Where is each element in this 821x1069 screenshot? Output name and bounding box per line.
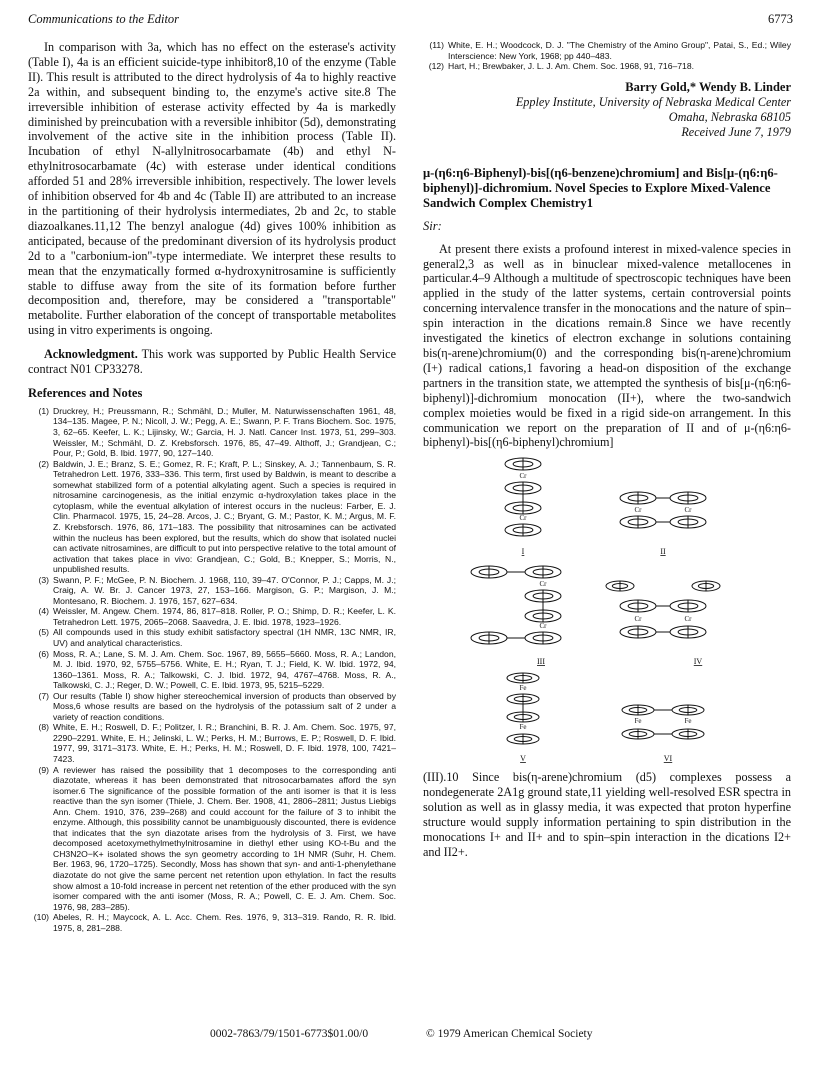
right-column: [423, 40, 791, 860]
affiliation: Eppley Institute, University of Nebraska Medical Center: [515, 94, 791, 109]
reference-number: (6): [38, 648, 49, 659]
structure-label: I: [521, 547, 525, 557]
chromium-label: Cr: [634, 615, 642, 624]
article-title: μ-(η6:η6-Biphenyl)-bis[(η6-benzene)chromium] and Bis[μ-(η6:η6-biphenyl)]-dichromium. Novel Species to Explore Mixed-Valence Sandwich Complex Chemistry1: [423, 165, 778, 210]
reference-item: [28, 912, 396, 933]
right-paragraph-1: At present there exists a profound interest in mixed-valence species in general2,3 as well as in binuclear mixed-valence metallocenes in particular.4–9 Although a multitude of spectroscopic techniques have been applied in the study of the latter systems, certain controversial points concerning intervalence transfer in the monocations and the nature of spin–spin interaction in the dications remain.8 Since we have recently investigated the kinetics of electron exchange in solutions containing bis(η-arene)chromium(0) and the corresponding bis(η-arene)chromium (I+) radical cations,1 favoring a head-on disposition of the exchange partners in the transition state, we attempted the synthesis of bis[μ-(η6:η6-biphenyl)]-dichromium monocation (II+), where the two-sandwich complex moieties would be fixed in a rigid side-on arrangement. In this communication we report on the preparation of II and of μ-(η6:η6-biphenyl)-bis[(η6-biphenyl)chromium]: [423, 241, 791, 450]
structure-label: VI: [663, 754, 673, 764]
reference-number: (9): [38, 764, 49, 775]
structure-label: IV: [693, 657, 703, 667]
references-list: [28, 406, 396, 933]
chromium-label: Cr: [519, 472, 527, 481]
chromium-label: Cr: [684, 506, 692, 515]
chromium-label: Cr: [539, 580, 547, 589]
reference-number: (10): [33, 912, 49, 923]
reference-text: Swann, P. F.; McGee, P. N. Biochem. J. 1968, 110, 39–47. O'Connor, P. J.; Capps, M. J.; Craig, A. W. Br. J. Cancer 1973, 27, 153–166. Margison, G. P.; Margison, J. M.; Montesano, R. Biochem. J. 1976, 157, 627–634.: [53, 574, 396, 606]
reference-item: [28, 459, 396, 575]
structure-label: V: [520, 754, 526, 764]
footer-copyright: © 1979 American Chemical Society: [426, 1028, 593, 1040]
reference-number: (12): [428, 61, 444, 72]
reference-item: [28, 649, 396, 691]
reference-text: A reviewer has raised the possibility that 1 decomposes to the corresponding anti diazotate, whereas it has been demonstrated that nitrosocarbamates afford the syn isomer.6 The significance of the possible formation of the anti isomer is that it is less reactive than the syn isomer (Thiele, J. Chem. Ber. 1908, 41, 2806–2811; Justus Liebigs Ann. Chem. 1910, 376, 239–268) and could account for the failure of 3 to inhibit the enzyme. Although, this possibility cannot be unambiguously discounted, there is evidence that indicates that the syn diazotate arises from the hydrolysis of 3. First, we have decomposed acetoxymethylmethylnitrosamine in diethyl ether using KO-t-Bu and the CH3N2O−K+ isolated shows the syn geometry according to 1H NMR (Suhr, H. Chem. Ber. 1963, 96, 1720–1725). Secondly, Moss has shown that syn- and anti-1-phenylethane diazotate do not give the same percent net retention upon ethylation. In fact the results show almost a 10-fold increase in percent net retention of the ether produced with the syn isomer compared with the anti isomer (Moss, R. A.; Powell, C. E. J. Am. Chem. Soc. 1976, 98, 283–285).: [53, 764, 396, 912]
authors: Barry Gold,* Wendy B. Linder: [625, 79, 791, 94]
salutation: Sir:: [423, 218, 442, 233]
reference-text: All compounds used in this study exhibit satisfactory spectral (1H NMR, 13C NMR, IR, UV) and analytical characteristics.: [53, 627, 396, 648]
reference-number: (1): [38, 405, 49, 416]
footer-code: 0002-7863/79/1501-6773$01.00/0: [210, 1028, 369, 1040]
reference-number: (5): [38, 627, 49, 638]
reference-item: [28, 406, 396, 459]
reference-number: (4): [38, 606, 49, 617]
affiliation-city: Omaha, Nebraska 68105: [668, 109, 791, 124]
received-date: Received June 7, 1979: [681, 124, 791, 139]
reference-item: [423, 61, 791, 72]
reference-text: Hart, H.; Brewbaker, J. L. J. Am. Chem. Soc. 1968, 91, 716–718.: [448, 61, 694, 72]
reference-text: Our results (Table I) show higher stereochemical inversion of products than observed by Moss,6 whose results are based on the hydrolysis of the potassium salt of 2 under a variety of reaction conditions.: [53, 690, 396, 722]
running-header-journal: Communications to the Editor: [28, 12, 180, 26]
right-paragraph-2: (III).10 Since bis(η-arene)chromium (d5) complexes possess a nondegenerate 2A1g ground state,11 yielding well-resolved ESR spectra in solution as well as in glassy media, it was expected that proton hyperfine structure would supply information pertaining to spin distribution in the monocations I+ and II+ and to spin–spin interaction in the dications I2+ and II2+.: [423, 770, 791, 859]
references-list-continued: [423, 40, 791, 72]
structure-figure: [423, 456, 791, 766]
reference-text: Baldwin, J. E.; Branz, S. E.; Gomez, R. F.; Kraft, P. L.; Sinskey, A. J.; Tannenbaum, S. R. Tetrahedron Lett. 1976, 333–336. This term, first used by Baldwin, is meant to describe a somewhat stabilized form of a potential alkylating agent. Such a species is required in nitrosamine carcinogenesis, as the initial enzymic α-hydroxylation takes place in the cytoplasm, while the eventual alkylation of interest occurs in the nucleus: Farber, E. J. Clin. Pharmacol. 1975, 15, 24–28. Arcos, J. C.; Bryant, G. M.; Pastor, K. M.; Argus, M. F. Z. Krebsforsch. 1976, 86, 171–183. The possibility that nitrosamines can be activated within the nucleus has been explored, but the results, which do show that isolated nuclei can activate nitrosamines, are difficult to put into perspective relative to the total amount of activation that takes place in vivo: Grandjean, C.; Gold, B.; Knepper, S.; Morris, N., unpublished results.: [53, 458, 396, 575]
references-heading: References and Notes: [28, 385, 143, 400]
reference-number: (2): [38, 458, 49, 469]
reference-number: (3): [38, 574, 49, 585]
left-column: [28, 40, 396, 933]
iron-label: Fe: [519, 723, 527, 732]
reference-number: (8): [38, 722, 49, 733]
iron-label: Fe: [684, 717, 692, 726]
iron-label: Fe: [519, 684, 527, 693]
reference-number: (7): [38, 690, 49, 701]
iron-label: Fe: [634, 717, 642, 726]
reference-item: [28, 575, 396, 607]
acknowledgment-text: This work was supported by Public Health Service contract N01 CP33278.: [28, 347, 396, 377]
chromium-label: Cr: [684, 615, 692, 624]
reference-text: White, E. H.; Roswell, D. F.; Politzer, I. R.; Branchini, B. R. J. Am. Chem. Soc. 1975, 97, 2290–2291. White, E. H.; Jelinski, L. W.; Perks, H. M.; Burrows, E. P.; Roswell, D. F. Ibid. 1977, 99, 3171–3173. White, E. H.; Perks, H. M.; Roswell, D. F. Ibid. 1978, 100, 7421–7423.: [53, 722, 396, 764]
chromium-label: Cr: [539, 622, 547, 631]
reference-item: [28, 606, 396, 627]
reference-text: Moss, R. A.; Lane, S. M. J. Am. Chem. Soc. 1967, 89, 5655–5660. Moss, R. A.; Landon, M. J. Ibid. 1970, 92, 5755–5756. White, E. H.; Ryan, T. J.; Field, K. W. Ibid. 1972, 94, 1360–1361. Moss, R. A.; Talkowski, C. J. Ibid. 1972, 94, 4767–4768. Moss, R. A., Talkowski, C. J.; Reger, D. W.; Powell, C. E. Ibid. 1973, 95, 5215–5229.: [53, 648, 396, 691]
structure-label: III: [537, 657, 545, 667]
reference-text: Weissler, M. Angew. Chem. 1974, 86, 817–818. Roller, P. O.; Shimp, D. R.; Keefer, L. K. Tetrahedron Lett. 1975, 2065–2068. Saavedra, J. E. Ibid. 1978, 1923–1926.: [53, 606, 396, 627]
left-paragraph-1: In comparison with 3a, which has no effect on the esterase's activity (Table I), 4a is an efficient suicide-type inhibitor8,10 of the enzyme (Table II). This result is attributed to the direct hydrolysis of 4a to highly reactive 2a within, and subsequent binding to, the enzyme's active site.8 The irreversible inhibition of esterase activity effected by 4a is markedly diminished by preincubation with a reversible inhibitor (5d), demonstrating involvement of the active site in the inhibition process (Table II). Incubation of ethyl N-allylnitrosocarbamate (4b) and ethyl N-ethylnitrosocarbamate (4c) with esterase under identical conditions afforded 51 and 28% irreversible inhibition, respectively. The lower levels of inhibition observed for 4b and 4c (Table II) are attributed to an increase in the partitioning of their hydrolysis intermediates, 2b and 2c, to stable diazoalkanes.11,12 The benzyl analogue (4d) gives 100% inhibition as anticipated, because of the predominant diversion of its hydrolysis product 2d to a "carbonium-ion"-type intermediate. We interpret these results to mean that the enzymatically formed α-hydroxynitrosamine is sufficiently stable to diffuse away from the site of its formation before further decomposition and, therefore, may be considered a "transportable" metabolite. Further elaboration of the concept of transportable metabolites using in vitro experiments is ongoing.: [28, 40, 396, 338]
reference-item: [28, 765, 396, 913]
reference-item: [28, 627, 396, 648]
page-number: 6773: [768, 12, 793, 26]
reference-number: (11): [429, 40, 444, 50]
reference-item: [423, 40, 791, 61]
reference-item: [28, 691, 396, 723]
structure-label: II: [660, 547, 666, 557]
chromium-label: Cr: [634, 506, 642, 515]
chromium-label: Cr: [519, 514, 527, 523]
acknowledgment-label: Acknowledgment.: [44, 347, 138, 362]
reference-text: White, E. H.; Woodcock, D. J. "The Chemistry of the Amino Group", Patai, S., Ed.; Wiley Interscience: New York, 1968; pp 440–483.: [448, 40, 791, 61]
reference-text: Abeles, R. H.; Maycock, A. L. Acc. Chem. Res. 1976, 9, 313–319. Rando, R. R. Ibid. 1975, 8, 281–288.: [53, 912, 396, 933]
reference-text: Druckrey, H.; Preussmann, R.; Schmähl, D.; Muller, M. Naturwissenschaften 1961, 48, 134–135. Magee, P. N.; Nicoll, J. W.; Pegg, A. E.; Swann, P. F. Trans Biochem. Soc. 1975, 3, 62–65. Keefer, L. K.; Lijinsky, W.; Garcia, H. J. Natl. Cancer Inst. 1973, 51, 299–303. Weissler, M.; Schmähl, D. Z. Krebsforsch. 1976, 85, 47–49. Althoff, J.; Grandjean, C.; Pour, P.; Gold, B. Ibid. 1977, 90, 127–140.: [53, 405, 396, 459]
acknowledgment: [28, 347, 396, 377]
reference-item: [28, 722, 396, 764]
